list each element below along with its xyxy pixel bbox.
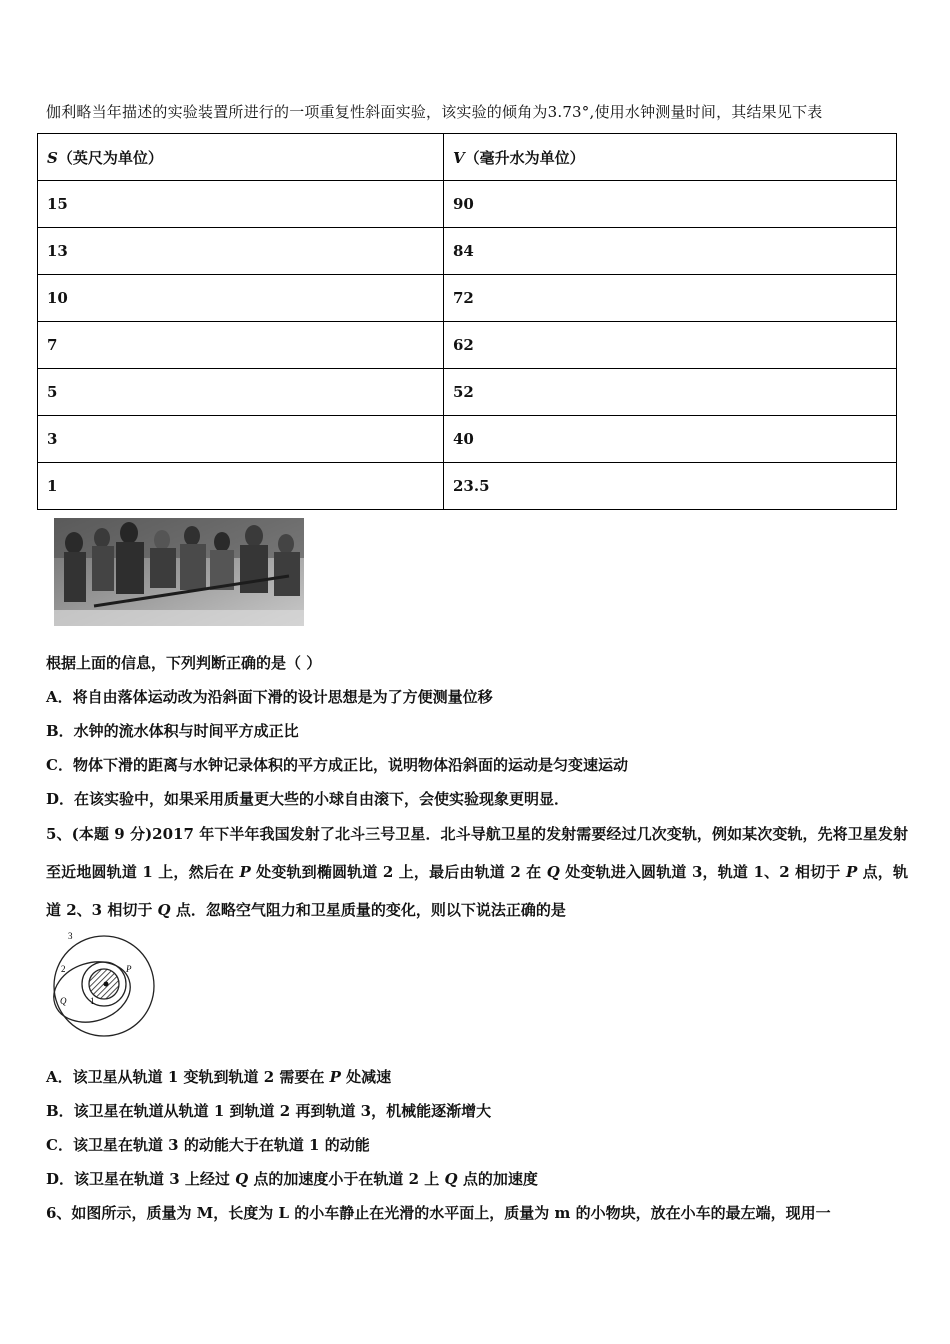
q5-text-2: 处变轨到椭圆轨道 2 上，最后由轨道 2 在 (250, 863, 547, 881)
header-v-unit: （毫升水为单位） (464, 148, 585, 167)
cell-v: 90 (444, 181, 897, 228)
header-s-symbol: S (47, 148, 58, 167)
q5-text-5: 点．忽略空气阻力和卫星质量的变化，则以下说法正确的是 (170, 901, 566, 919)
table-row (38, 416, 897, 463)
cell-s: 3 (38, 416, 444, 463)
cell-v: 23.5 (444, 463, 897, 510)
table-row (38, 322, 897, 369)
q4-option-b: B．水钟的流水体积与时间平方成正比 (46, 722, 299, 740)
q5-stem (46, 815, 908, 929)
q5-option-c: C．该卫星在轨道 3 的动能大于在轨道 1 的动能 (46, 1136, 370, 1154)
q5-sym-p: P (239, 863, 251, 881)
cell-s: 1 (38, 463, 444, 510)
intro-text: 伽利略当年描述的实验装置所进行的一项重复性斜面实验，该实验的倾角为3.73°,使用水钟测量时间，其结果见下表 (46, 103, 823, 121)
cell-v: 72 (444, 275, 897, 322)
header-v (444, 134, 897, 181)
cell-v: 40 (444, 416, 897, 463)
table-row (38, 463, 897, 510)
label-orbit-1: 1 (90, 996, 95, 1006)
table-row (38, 228, 897, 275)
q4-stem: 根据上面的信息，下列判断正确的是（ ） (46, 654, 322, 672)
cell-v: 62 (444, 322, 897, 369)
q4-option-c: C．物体下滑的距离与水钟记录体积的平方成正比，说明物体沿斜面的运动是匀变速运动 (46, 756, 628, 774)
q5-text-3: 处变轨进入圆轨道 3，轨道 1、2 相切于 (559, 863, 846, 881)
table-row (38, 181, 897, 228)
cell-v: 84 (444, 228, 897, 275)
q6-stem: 6、如图所示，质量为 M，长度为 L 的小车静止在光滑的水平面上，质量为 m 的小物块，放在小车的最左端，现用一 (46, 1204, 831, 1222)
orbit-diagram (46, 928, 162, 1038)
cell-v: 52 (444, 369, 897, 416)
cell-s: 10 (38, 275, 444, 322)
data-table (37, 133, 897, 510)
q5-sym-q: Q (157, 901, 171, 919)
q4-option-d: D．在该实验中，如果采用质量更大些的小球自由滚下，会使实验现象更明显． (46, 790, 570, 808)
galileo-experiment-photo (54, 518, 304, 626)
q5-option-d: D．该卫星在轨道 3 上经过 Q 点的加速度小于在轨道 2 上 Q 点的加速度 (46, 1170, 538, 1188)
cell-s: 7 (38, 322, 444, 369)
q5-option-a: A．该卫星从轨道 1 变轨到轨道 2 需要在 P 处减速 (46, 1068, 392, 1086)
q5-text-1: 5、(本题 9 分)2017 年下半年我国发射了北斗三号卫星．北斗导航卫星的发射需要经过几次变轨，例如某次变轨，先将卫星发射至近地圆轨道 1 上，然后在 (46, 825, 908, 881)
q4-option-a: A．将自由落体运动改为沿斜面下滑的设计思想是为了方便测量位移 (46, 688, 493, 706)
table-header-row (38, 134, 897, 181)
table-row (38, 275, 897, 322)
cell-s: 5 (38, 369, 444, 416)
header-s-unit: （英尺为单位） (57, 148, 163, 167)
label-point-q: Q (60, 996, 67, 1006)
cell-s: 15 (38, 181, 444, 228)
header-v-symbol: V (453, 148, 465, 167)
label-point-p: P (126, 964, 132, 974)
q5-sym-q: Q (546, 863, 560, 881)
header-s (38, 134, 444, 181)
q5-option-b: B．该卫星在轨道从轨道 1 到轨道 2 再到轨道 3，机械能逐渐增大 (46, 1102, 492, 1120)
q5-sym-p: P (845, 863, 858, 881)
q5-text-4: 点，轨道 2、3 相切于 (46, 863, 908, 919)
label-orbit-3: 3 (68, 931, 73, 941)
cell-s: 13 (38, 228, 444, 275)
table-row (38, 369, 897, 416)
label-orbit-2: 2 (61, 964, 66, 974)
